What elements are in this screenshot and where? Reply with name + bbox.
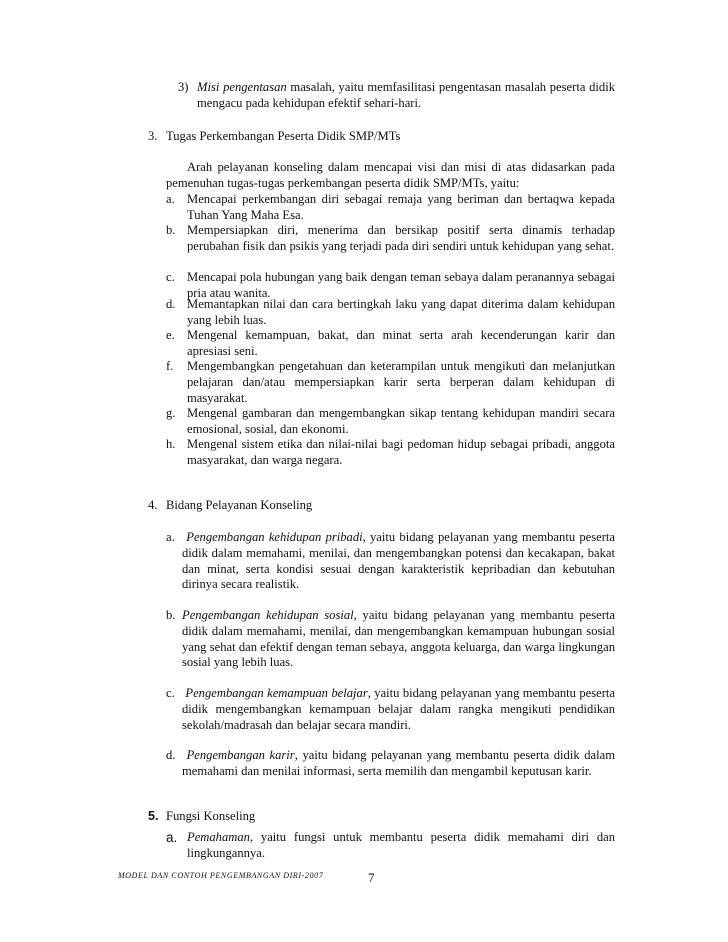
bidang-item-c bbox=[182, 686, 615, 733]
section-5-title: Fungsi Konseling bbox=[166, 809, 256, 823]
bidang-label-d: d. bbox=[166, 748, 176, 762]
tugas-item-e: Mengenal kemampuan, bakat, dan minat serta arah kecenderungan karir dan apresiasi seni. bbox=[187, 328, 615, 358]
bidang-term-d: Pengembangan karir bbox=[186, 748, 295, 762]
fungsi-item-a bbox=[187, 830, 615, 862]
page-number: 7 bbox=[368, 870, 375, 885]
bidang-text-b: , yaitu bidang pelayanan yang membantu peserta didik dalam memahami, menilai, dan mengembangkan kemampuan hubungan sosial yang sehat dan efektif dengan teman sebaya, anggota keluarga, dan warga lingkungan sosial yang lebih luas. bbox=[182, 608, 615, 670]
bidang-item-d bbox=[182, 748, 615, 780]
tugas-item-g: Mengenal gambaran dan mengembangkan sikap tentang kehidupan mandiri secara emosional, sosial, dan ekonomi. bbox=[187, 406, 615, 436]
bidang-term-c: Pengembangan kemampuan belajar bbox=[185, 686, 368, 700]
bidang-term-a: Pengembangan kehidupan pribadi bbox=[186, 530, 363, 544]
bidang-text-c: , yaitu bidang pelayanan yang membantu peserta didik mengembangkan kemampuan belajar dalam rangka mengikuti pendidikan sekolah/madrasah dan belajar secara mandiri. bbox=[182, 686, 615, 732]
fungsi-term-a: Pemahaman bbox=[187, 830, 250, 844]
tugas-label-f: f. bbox=[166, 359, 174, 373]
bidang-text-d: , yaitu bidang pelayanan yang membantu peserta didik dalam memahami dan menilai informasi, serta memilih dan mengambil keputusan karir. bbox=[182, 748, 615, 778]
bidang-label-b: b. bbox=[166, 608, 176, 622]
misi-number: 3) bbox=[178, 80, 189, 94]
bidang-label-a: a. bbox=[166, 530, 175, 544]
footer-text: MODEL DAN CONTOH PENGEMBANGAN DIRI-2007 bbox=[118, 871, 324, 880]
bidang-item-a bbox=[182, 530, 615, 593]
section-3-number: 3. bbox=[148, 129, 158, 143]
section-3-title: Tugas Perkembangan Peserta Didik SMP/MTs bbox=[166, 129, 401, 143]
bidang-item-b bbox=[182, 608, 615, 671]
tugas-label-b: b. bbox=[166, 223, 176, 237]
tugas-label-d: d. bbox=[166, 297, 176, 311]
tugas-item-d: Memantapkan nilai dan cara bertingkah laku yang dapat diterima dalam kehidupan yang lebih luas. bbox=[187, 297, 615, 327]
tugas-label-g: g. bbox=[166, 406, 176, 420]
tugas-item-b: Mempersiapkan diri, menerima dan bersikap positif serta dinamis terhadap perubahan fisik dan psikis yang terjadi pada diri sendiri untuk kehidupan yang sehat. bbox=[187, 223, 615, 253]
tugas-label-a: a. bbox=[166, 192, 175, 206]
misi-paragraph bbox=[197, 80, 615, 112]
bidang-label-c: c. bbox=[166, 686, 175, 700]
bidang-term-b: Pengembangan kehidupan sosial bbox=[182, 608, 354, 622]
fungsi-label-a: a. bbox=[166, 830, 178, 845]
section-3-intro: Arah pelayanan konseling dalam mencapai visi dan misi di atas didasarkan pada pemenuhan tugas-tugas perkembangan peserta didik SMP/MTs, yaitu: bbox=[166, 160, 615, 190]
tugas-label-h: h. bbox=[166, 437, 176, 451]
tugas-item-h: Mengenal sistem etika dan nilai-nilai bagi pedoman hidup sebagai pribadi, anggota masyarakat, dan warga negara. bbox=[187, 437, 615, 467]
fungsi-text-a: , yaitu fungsi untuk membantu peserta didik memahami diri dan lingkungannya. bbox=[187, 830, 615, 860]
tugas-label-e: e. bbox=[166, 328, 175, 342]
tugas-label-c: c. bbox=[166, 270, 175, 284]
misi-term: Misi pengentasan bbox=[197, 80, 287, 94]
tugas-item-a: Mencapai perkembangan diri sebagai remaja yang beriman dan bertaqwa kepada Tuhan Yang Maha Esa. bbox=[187, 192, 615, 222]
section-4-title: Bidang Pelayanan Konseling bbox=[166, 498, 313, 512]
tugas-item-f: Mengembangkan pengetahuan dan keterampilan untuk mengikuti dan melanjutkan pelajaran dan/atau mempersiapkan karir serta berperan dalam kehidupan di masyarakat. bbox=[187, 359, 615, 405]
section-5-number: 5. bbox=[148, 809, 159, 823]
section-4-number: 4. bbox=[148, 498, 158, 512]
tugas-item-c: Mencapai pola hubungan yang baik dengan teman sebaya dalam peranannya sebagai pria atau wanita. bbox=[187, 270, 615, 300]
misi-text: masalah, yaitu memfasilitasi pengentasan masalah peserta didik mengacu pada kehidupan efektif sehari-hari. bbox=[197, 80, 615, 110]
bidang-text-a: , yaitu bidang pelayanan yang membantu peserta didik dalam memahami, menilai, dan mengembangkan potensi dan kecakapan, bakat dan minat, serta kondisi sesuai dengan karakteristik kepribadian dan kebutuhan dirinya secara realistik. bbox=[182, 530, 616, 592]
